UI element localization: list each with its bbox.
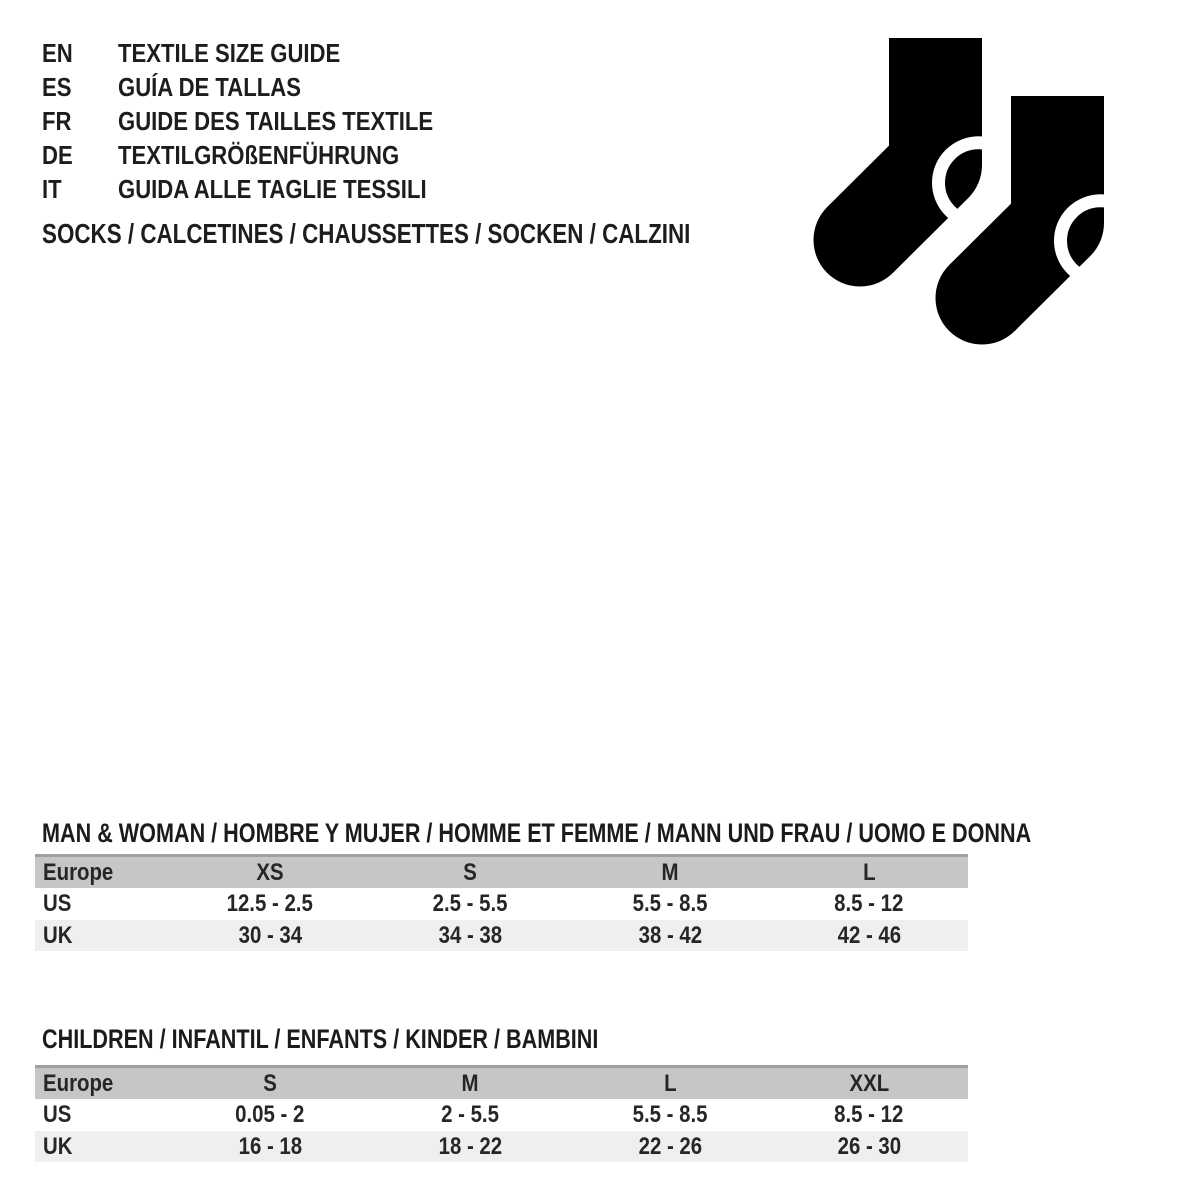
- language-label: GUÍA DE TALLAS: [118, 71, 301, 102]
- column-header: Europe: [43, 858, 114, 886]
- size-cell: 8.5 - 12: [834, 1101, 904, 1128]
- language-row: [42, 104, 489, 138]
- socks-icon: [780, 28, 1130, 358]
- language-code: IT: [42, 173, 62, 204]
- column-header: L: [862, 858, 876, 886]
- table-title-children: CHILDREN / INFANTIL / ENFANTS / KINDER / BAMBINI: [42, 1024, 599, 1054]
- size-cell: 5.5 - 8.5: [632, 1101, 708, 1128]
- language-row: [42, 138, 489, 172]
- product-category-line: SOCKS / CALCETINES / CHAUSSETTES / SOCKEN / CALZINI: [42, 218, 691, 249]
- size-cell: 30 - 34: [238, 921, 302, 949]
- row-label: US: [43, 890, 72, 917]
- language-row: [42, 36, 489, 70]
- column-header: M: [661, 858, 679, 886]
- language-code: DE: [42, 139, 73, 170]
- size-cell: 2 - 5.5: [441, 1101, 499, 1128]
- table-header-row: [35, 856, 968, 889]
- size-cell: 22 - 26: [638, 1132, 702, 1160]
- table-row-us: [35, 1099, 968, 1131]
- language-row: [42, 172, 489, 206]
- size-cell: 26 - 30: [837, 1132, 901, 1160]
- size-cell: 0.05 - 2: [235, 1101, 305, 1128]
- language-code: EN: [42, 37, 73, 68]
- language-label: TEXTILE SIZE GUIDE: [118, 37, 341, 68]
- column-header: S: [263, 1069, 277, 1097]
- size-table-children: [35, 1065, 968, 1162]
- row-label: UK: [43, 1132, 73, 1160]
- table-row-uk: [35, 920, 968, 951]
- row-label: US: [43, 1101, 72, 1128]
- size-cell: 34 - 38: [438, 921, 502, 949]
- size-cell: 2.5 - 5.5: [432, 890, 508, 917]
- language-row: [42, 70, 489, 104]
- table-row-uk: [35, 1131, 968, 1162]
- size-cell: 12.5 - 2.5: [226, 890, 314, 917]
- language-label: TEXTILGRÖßENFÜHRUNG: [118, 139, 400, 170]
- language-title-block: [42, 36, 489, 206]
- column-header: XXL: [849, 1069, 889, 1097]
- column-header: M: [461, 1069, 479, 1097]
- size-cell: 42 - 46: [837, 921, 901, 949]
- language-label: GUIDE DES TAILLES TEXTILE: [118, 105, 434, 136]
- row-label: UK: [43, 921, 73, 949]
- size-cell: 38 - 42: [638, 921, 702, 949]
- size-cell: 8.5 - 12: [834, 890, 904, 917]
- size-cell: 16 - 18: [238, 1132, 302, 1160]
- size-table-man-woman: [35, 854, 968, 951]
- size-cell: 18 - 22: [438, 1132, 502, 1160]
- column-header: XS: [256, 858, 284, 886]
- column-header: L: [663, 1069, 677, 1097]
- language-code: ES: [42, 71, 72, 102]
- table-header-row: [35, 1067, 968, 1100]
- column-header: S: [463, 858, 477, 886]
- column-header: Europe: [43, 1069, 114, 1097]
- table-row-us: [35, 888, 968, 920]
- language-label: GUIDA ALLE TAGLIE TESSILI: [118, 173, 427, 204]
- language-code: FR: [42, 105, 72, 136]
- size-cell: 5.5 - 8.5: [632, 890, 708, 917]
- table-title-man-woman: MAN & WOMAN / HOMBRE Y MUJER / HOMME ET FEMME / MANN UND FRAU / UOMO E DONNA: [42, 818, 1032, 848]
